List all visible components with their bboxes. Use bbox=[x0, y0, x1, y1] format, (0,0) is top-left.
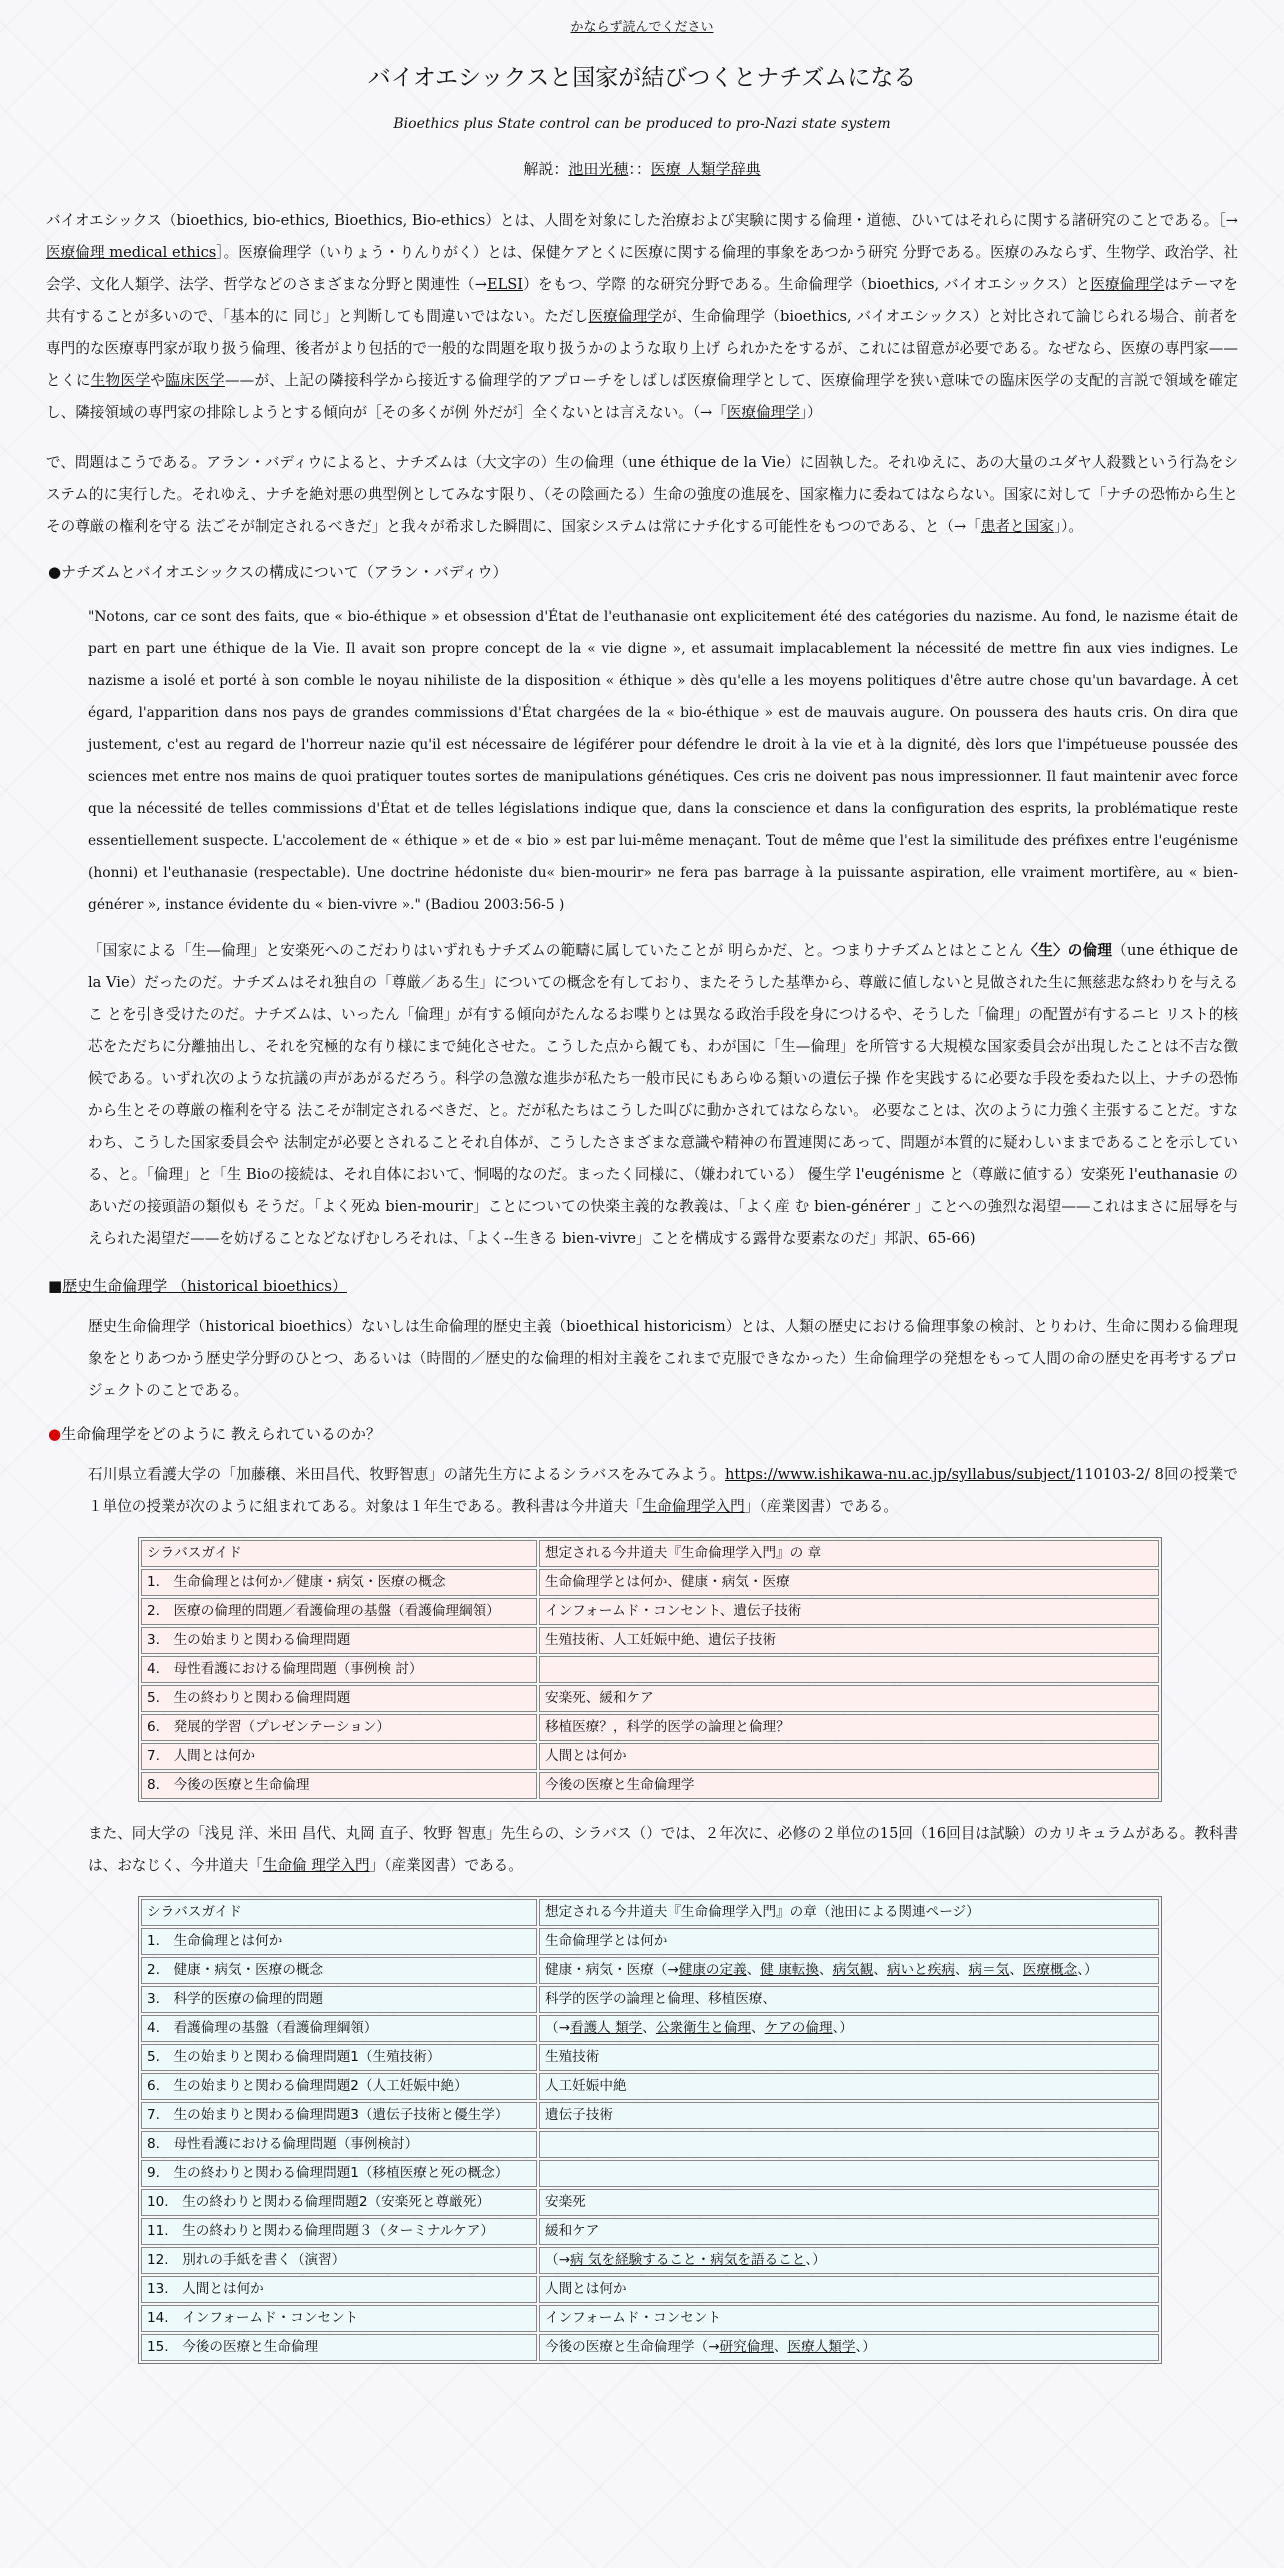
elsi-link[interactable]: ELSI bbox=[486, 276, 524, 293]
table-row bbox=[141, 2015, 1159, 2042]
text-run: バイオエシックス（bioethics, bio-ethics, Bioethics, Bio-ethics）とは、人間を対象にした治療および実験に関する倫理・道徳、ひいてはそれらに関する諸研究のことである。［→ bbox=[46, 212, 1238, 229]
related-page-link[interactable]: ケアの倫理 bbox=[764, 2020, 833, 2036]
table-cell: 生命倫理学とは何か、健康・病気・医療 bbox=[539, 1569, 1159, 1596]
clinical-medicine-link[interactable]: 臨床医学 bbox=[165, 372, 225, 389]
text-run: 、 bbox=[819, 1962, 833, 1978]
table-row bbox=[141, 1957, 1159, 1984]
syllabus-url-link[interactable]: https://www.ishikawa-nu.ac.jp/syllabus/subject/ bbox=[724, 1466, 1075, 1483]
table-cell: 今後の医療と生命倫理学 bbox=[539, 1772, 1159, 1799]
table-cell: 人間とは何か bbox=[539, 1743, 1159, 1770]
table-cell: 6. 生の始まりと関わる倫理問題2（人工妊娠中絶） bbox=[141, 2073, 537, 2100]
text-run: 石川県立看護大学の「加藤穣、米田昌代、牧野智恵」の諸先生方によるシラバスをみてみよう。 bbox=[88, 1466, 725, 1483]
text-run: 、 bbox=[773, 2339, 788, 2355]
table-cell bbox=[539, 2334, 1159, 2361]
section-heading-teaching bbox=[48, 1417, 1284, 1451]
table-cell: 5. 生の始まりと関わる倫理問題1（生殖技術） bbox=[141, 2044, 537, 2071]
heading-text: 生命倫理学をどのように 教えられているのか？ bbox=[61, 1425, 381, 1443]
text-run: 110103-2/ 8回の授業で１単位の授業が次のように組まれてある。対象は１年生である。教科書は今井道夫「 bbox=[88, 1466, 1238, 1515]
related-page-link[interactable]: 看護人 類学 bbox=[569, 2020, 643, 2036]
text-run: 」（産業図書）である。 bbox=[369, 1857, 523, 1874]
table-cell: 5. 生の終わりと関わる倫理問題 bbox=[141, 1685, 537, 1712]
text-run: はテーマを共有することが多いので、「基本的に 同じ」と判断しても間違いではない。ただし bbox=[46, 276, 1238, 325]
table-row bbox=[141, 2073, 1159, 2100]
table-cell: 2. 医療の倫理的問題／看護倫理の基盤（看護倫理綱領） bbox=[141, 1598, 537, 1625]
table-cell: 安楽死 bbox=[539, 2189, 1159, 2216]
related-page-link[interactable]: 病気観 bbox=[832, 1962, 874, 1978]
table-cell: 人間とは何か bbox=[539, 2276, 1159, 2303]
syllabus-table-2 bbox=[138, 1896, 1162, 2364]
byline bbox=[0, 158, 1284, 179]
table-row bbox=[141, 2334, 1159, 2361]
bold-term: 〈生〉の倫理 bbox=[1023, 942, 1113, 959]
table-cell: 7. 生の始まりと関わる倫理問題3（遺伝子技術と優生学） bbox=[141, 2102, 537, 2129]
badiou-quote: "Notons, car ce sont des faits, que « bio-éthique » et obsession d'État de l'euthanasie ont explicitement été des catégories du nazisme. Au fond, le nazisme était de part en part une éthique de la Vie. Il avait son propre concept de la « vie digne », et assumait implacablement la nécessité de mettre fin aux vies indignes. Le nazisme a isolé et porté à son comble le noyau nihiliste de la disposition « éthique » dès qu'elle a les moyens politiques d'être autre chose qu'un bavardage. À cet égard, l'apparition dans nos pays de grandes commissions d'État chargées de la « bio-éthique » est de mauvais augure. On poussera des hauts cris. On dira que justement, c'est au regard de l'horreur nazie qu'il est nécessaire de légiférer pour défendre le droit à la vie et à la dignité, dès lors que l'impétueuse poussée des sciences met entre nos mains de quoi pratiquer toutes sortes de manipulations génétiques. Ces cris ne doivent pas nous impressionner. Il faut maintenir avec force que la nécessité de telles commissions d'État et de telles législations indique que, dans la conscience et dans la configuration des esprits, la problématique reste essentiellement suspecte. L'accolement de « éthique » et de « bio » est par lui-même menaçant. Tout de même que l'est la similitude des préfixes entre l'eugénisme (honni) et l'euthanasie (respectable). Une doctrine hédoniste du« bien-mourir» ne fera pas barrage à la puissante aspiration, elle vraiment mortifère, au « bien-générer », instance évidente du « bien-vivre »." (Badiou 2003:56-5 ) bbox=[88, 609, 1238, 913]
byline-separator: ：： bbox=[628, 160, 651, 178]
page-subtitle: Bioethics plus State control can be produced to pro-Nazi state system bbox=[393, 116, 891, 132]
text-run: で、問題はこうである。アラン・バディウによると、ナチズムは（大文字の）生の倫理（une éthique de la Vie）に固執した。それゆえに、あの大量のユダヤ人殺戮という行為をシステム的に実行した。それゆえ、ナチを絶対悪の典型例としてみなす限り、（その陰画たる）生命の強度の進展を、国家権力に委ねてはならない。国家に対して「ナチの恐怖から生とその尊厳の権利を守る 法ごそが制定されるべきだ」と我々が希求した瞬間に、国家システムは常にナチ化する可能性をもつのである、と（→「 bbox=[46, 454, 1238, 535]
medical-ethics-link-2[interactable]: 医療倫理学 bbox=[1090, 276, 1165, 293]
text-run: 、 bbox=[1009, 1962, 1023, 1978]
table-cell: 移植医療？，科学的医学の論理と倫理？ bbox=[539, 1714, 1159, 1741]
text-run: 」（産業図書）である。 bbox=[744, 1498, 898, 1515]
table-cell bbox=[539, 2131, 1159, 2158]
section-heading-historical bbox=[48, 1269, 1284, 1303]
text-run: 、 bbox=[746, 1962, 761, 1978]
table-row bbox=[141, 1743, 1159, 1770]
table-cell: 安楽死、緩和ケア bbox=[539, 1685, 1159, 1712]
table-row bbox=[141, 1772, 1159, 1799]
table-cell: 14. インフォームド・コンセント bbox=[141, 2305, 537, 2332]
table-cell: 8. 母性看護における倫理問題（事例検討） bbox=[141, 2131, 537, 2158]
table-row bbox=[141, 2131, 1159, 2158]
table-cell: 3. 科学的医療の倫理的問題 bbox=[141, 1986, 537, 2013]
table-row bbox=[141, 2044, 1159, 2071]
textbook-link-2[interactable]: 生命倫 理学入門 bbox=[262, 1857, 370, 1874]
table-row bbox=[141, 2276, 1159, 2303]
table-cell bbox=[539, 2015, 1159, 2042]
text-run: 、 bbox=[954, 1962, 969, 1978]
table-row bbox=[141, 1569, 1159, 1596]
table-cell: 13. 人間とは何か bbox=[141, 2276, 537, 2303]
historical-bioethics-link[interactable]: 歴史生命倫理学 （historical bioethics） bbox=[62, 1277, 347, 1295]
table-cell: 12. 別れの手紙を書く（演習） bbox=[141, 2247, 537, 2274]
table-cell: 7. 人間とは何か bbox=[141, 1743, 537, 1770]
intro-paragraph-2 bbox=[46, 447, 1238, 543]
text-run: ］。医療倫理学（いりょう・りんりがく）とは、保健ケアとくに医療に関する倫理的事象をあつかう研究 分野である。医療のみならず、生物学、政治学、社会学、文化人類学、法学、哲学などのさまざまな分野と関連性（→ bbox=[46, 244, 1238, 293]
text-run: ）をもつ、学際 的な研究分野である。生命倫理学（bioethics, バイオエシックス）と bbox=[523, 276, 1091, 293]
red-bullet: ● bbox=[48, 1425, 62, 1443]
medical-ethics-link-3[interactable]: 医療倫理学 bbox=[588, 308, 663, 325]
intro-paragraph-1 bbox=[46, 205, 1238, 429]
table-cell: 1. 生命倫理とは何か／健康・病気・医療の概念 bbox=[141, 1569, 537, 1596]
text-run: （→ bbox=[545, 2252, 570, 2268]
table-cell: 生殖技術 bbox=[539, 2044, 1159, 2071]
text-run: 、） bbox=[805, 2252, 826, 2268]
table-cell: 6. 発展的学習（プレゼンテーション） bbox=[141, 1714, 537, 1741]
table-cell: 3. 生の始まりと関わる倫理問題 bbox=[141, 1627, 537, 1654]
table-row bbox=[141, 2218, 1159, 2245]
table-cell: 1. 生命倫理とは何か bbox=[141, 1928, 537, 1955]
text-run: 、 bbox=[642, 2020, 656, 2036]
table-row bbox=[141, 1656, 1159, 1683]
related-page-link[interactable]: 医療人類学 bbox=[787, 2339, 856, 2355]
text-run: 」） bbox=[799, 404, 822, 421]
text-run: 健康・病気・医療（→ bbox=[545, 1962, 679, 1978]
table-cell: 緩和ケア bbox=[539, 2218, 1159, 2245]
table-header-cell: シラバスガイド bbox=[141, 1540, 537, 1567]
table-row bbox=[141, 2189, 1159, 2216]
syllabus-table-1 bbox=[138, 1537, 1162, 1802]
related-page-link[interactable]: 研究倫理 bbox=[719, 2339, 774, 2355]
text-run: 「国家による「生—倫理」と安楽死へのこだわりはいずれもナチズムの範疇に属していたことが 明らかだ、と。つまりナチズムとはとことん bbox=[88, 942, 1024, 959]
text-run: ——が、上記の隣接科学から接近する倫理学的アプローチをしばしば医療倫理学として、医療倫理学を狭い意味での臨床医学の支配的言説で領域を確定し、隣接領域の専門家の排除しようとする傾向が［その多くが例 外だが］全くないとは言えない。（→「 bbox=[46, 372, 1238, 421]
text-run: や bbox=[150, 372, 166, 389]
section-heading-badiou: ●ナチズムとバイオエシックスの構成について（アラン・バディウ） bbox=[48, 563, 508, 581]
table-header-row bbox=[141, 1540, 1159, 1567]
table-cell: 8. 今後の医療と生命倫理 bbox=[141, 1772, 537, 1799]
table-cell: 11. 生の終わりと関わる倫理問題３（ターミナルケア） bbox=[141, 2218, 537, 2245]
table-header-cell: シラバスガイド bbox=[141, 1899, 537, 1926]
table-header-cell: 想定される今井道夫『生命倫理学入門』の章（池田による関連ページ） bbox=[539, 1899, 1159, 1926]
text-run: 、） bbox=[832, 2020, 853, 2036]
table-row bbox=[141, 2160, 1159, 2187]
biomedicine-link[interactable]: 生物医学 bbox=[90, 372, 151, 389]
syllabus-table-1-body bbox=[141, 1540, 1159, 1799]
page-title: バイオエシックスと国家が結びつくとナチズムになる bbox=[367, 65, 917, 91]
table-row bbox=[141, 1986, 1159, 2013]
medical-ethics-link-4[interactable]: 医療倫理学 bbox=[726, 404, 800, 421]
related-page-link[interactable]: 公衆衛生と倫理 bbox=[655, 2020, 752, 2036]
text-run: （une éthique de la Vie）だったのだ。ナチズムはそれ独自の「尊厳／ある生」についての概念を有しており、またそうした基準から、尊厳に値しないと見做された生に無慈悲な終わりを与えるこ とを引き受けたのだ。ナチズムは、いったん「倫理」が有する傾向がたんなるお喋りとは異なる政治手段を身につけるや、そうした「倫理」の配置が有するニヒ リスト的核芯をただちに分離抽出し、それを究極的な有り様にまで純化させた。こうした点から観ても、わが国に「生—倫理」を所管する大規模な国家委員会が出現したことは不吉な徴候である。いずれ次のような抗議の声があがるだろう。科学の急激な進歩が私たち一般市民にもあらゆる類いの遺伝子操 作を実践するに必要な手段を委ねた以上、ナチの恐怖から生とその尊厳の権利を守る 法こそが制定されるべきだ、と。だが私たちはこうした叫びに動かされてはならない。 必要なことは、次のように力強く主張することだ。すなわち、こうした国家委員会や 法制定が必要とされることそれ自体が、こうしたさまざまな意識や精神の布置連関にあって、問題が本質的に疑わしいままであることを示している、と。「倫理」と「生 Bioの接続は、それ自体において、恫喝的なのだ。まったく同様に、（嫌われている） 優生学 l'eugénisme と（尊厳に値する）安楽死 l'euthanasie のあいだの接頭語の類似も そうだ。「よく死ぬ bien-mourir」ことについての快楽主義的な教義は、「よく産 む bien-générer 」ことへの強烈な渇望——これはまさに屈辱を与えられた渇望だ——を妨げることなどなげむしろそれは、「よく--生きる bien-vivre」ことを構成する露骨な要素なのだ」邦訳、65-66) bbox=[88, 942, 1238, 1247]
table-cell: 遺伝子技術 bbox=[539, 2102, 1159, 2129]
text-run: 、） bbox=[1077, 1962, 1098, 1978]
badiou-translation bbox=[88, 935, 1238, 1255]
table-cell: 4. 看護倫理の基盤（看護倫理綱領） bbox=[141, 2015, 537, 2042]
related-page-link[interactable]: 病 気を経験すること・病気を語ること bbox=[569, 2252, 806, 2268]
table-row bbox=[141, 1714, 1159, 1741]
table-cell: インフォームド・コンセント、遺伝子技術 bbox=[539, 1598, 1159, 1625]
table-cell: 科学的医学の論理と倫理、移植医療、 bbox=[539, 1986, 1159, 2013]
table-header-cell: 想定される今井道夫『生命倫理学入門』の 章 bbox=[539, 1540, 1159, 1567]
related-page-link[interactable]: 病いと疾病 bbox=[886, 1962, 955, 1978]
text-run: 、 bbox=[873, 1962, 887, 1978]
table-cell: 生命倫理学とは何か bbox=[539, 1928, 1159, 1955]
syllabus-intro-2 bbox=[88, 1818, 1238, 1882]
table-cell bbox=[539, 1656, 1159, 1683]
table-cell bbox=[539, 2247, 1159, 2274]
author-link[interactable]: 池田光穂 bbox=[568, 160, 629, 178]
syllabus-table-2-body bbox=[141, 1899, 1159, 2361]
table-row bbox=[141, 1685, 1159, 1712]
table-row bbox=[141, 1928, 1159, 1955]
text-run: 、 bbox=[751, 2020, 765, 2036]
table-cell: 15. 今後の医療と生命倫理 bbox=[141, 2334, 537, 2361]
table-row bbox=[141, 1598, 1159, 1625]
text-run: また、同大学の「浅見 洋、米田 昌代、丸岡 直子、牧野 智恵」先生らの、シラバス（）では、２年次に、必修の２単位の15回（16回目は試験）のカリキュラムがある。教科書は、おなじく、今井道夫「 bbox=[88, 1825, 1238, 1874]
table-cell: 2. 健康・病気・医療の概念 bbox=[141, 1957, 537, 1984]
text-run: 」）。 bbox=[1053, 518, 1083, 535]
text-run: 、） bbox=[855, 2339, 876, 2355]
patient-and-state-link[interactable]: 患者と国家 bbox=[980, 518, 1054, 535]
byline-prefix: 解説： bbox=[523, 160, 569, 178]
table-cell: 9. 生の終わりと関わる倫理問題1（移植医療と死の概念） bbox=[141, 2160, 537, 2187]
table-cell: 4. 母性看護における倫理問題（事例検 討） bbox=[141, 1656, 537, 1683]
syllabus-intro-1 bbox=[88, 1459, 1238, 1523]
dictionary-link[interactable]: 医療 人類学辞典 bbox=[650, 160, 761, 178]
heading-bullet: ■ bbox=[48, 1277, 63, 1295]
textbook-link[interactable]: 生命倫理学入門 bbox=[642, 1498, 745, 1515]
related-page-link[interactable]: 病＝気 bbox=[968, 1962, 1010, 1978]
text-run: が、生命倫理学（bioethics, バイオエシックス）と対比されて論じられる場合、前者を専門的な医療専門家が取り扱う倫理、後者がより包括的で一般的な問題を取り扱うかのような取り上げ られかたをするが、これには留意が必要である。なぜなら、医療の専門家——とくに bbox=[46, 308, 1238, 389]
must-read-link[interactable]: かならず読んでください bbox=[570, 20, 714, 35]
related-page-link[interactable]: 健 康転換 bbox=[760, 1962, 819, 1978]
text-run: 今後の医療と生命倫理学（→ bbox=[545, 2339, 720, 2355]
related-page-link[interactable]: 医療概念 bbox=[1022, 1962, 1078, 1978]
must-read-link-wrap bbox=[0, 0, 1284, 35]
text-run: （→ bbox=[545, 2020, 570, 2036]
table-row bbox=[141, 1627, 1159, 1654]
table-row bbox=[141, 2305, 1159, 2332]
table-row bbox=[141, 2247, 1159, 2274]
table-cell: 10. 生の終わりと関わる倫理問題2（安楽死と尊厳死） bbox=[141, 2189, 537, 2216]
table-cell: インフォームド・コンセント bbox=[539, 2305, 1159, 2332]
table-cell: 人工妊娠中絶 bbox=[539, 2073, 1159, 2100]
related-page-link[interactable]: 健康の定義 bbox=[678, 1962, 747, 1978]
table-header-row bbox=[141, 1899, 1159, 1926]
table-cell: 生殖技術、人工妊娠中絶、遺伝子技術 bbox=[539, 1627, 1159, 1654]
historical-bioethics-text: 歴史生命倫理学（historical bioethics）ないしは生命倫理的歴史主義（bioethical historicism）とは、人類の歴史における倫理事象の検討、とりわけ、生命に関わる倫理現象をとりあつかう歴史学分野のひとつ、あるいは（時間的／歴史的な倫理的相対主義をこれまで克服できなかった）生命倫理学の発想をもって人間の命の歴史を再考するプロジェクトのことである。 bbox=[88, 1318, 1238, 1399]
table-row bbox=[141, 2102, 1159, 2129]
table-cell bbox=[539, 2160, 1159, 2187]
table-cell bbox=[539, 1957, 1159, 1984]
medical-ethics-link[interactable]: 医療倫理 medical ethics bbox=[46, 244, 217, 261]
